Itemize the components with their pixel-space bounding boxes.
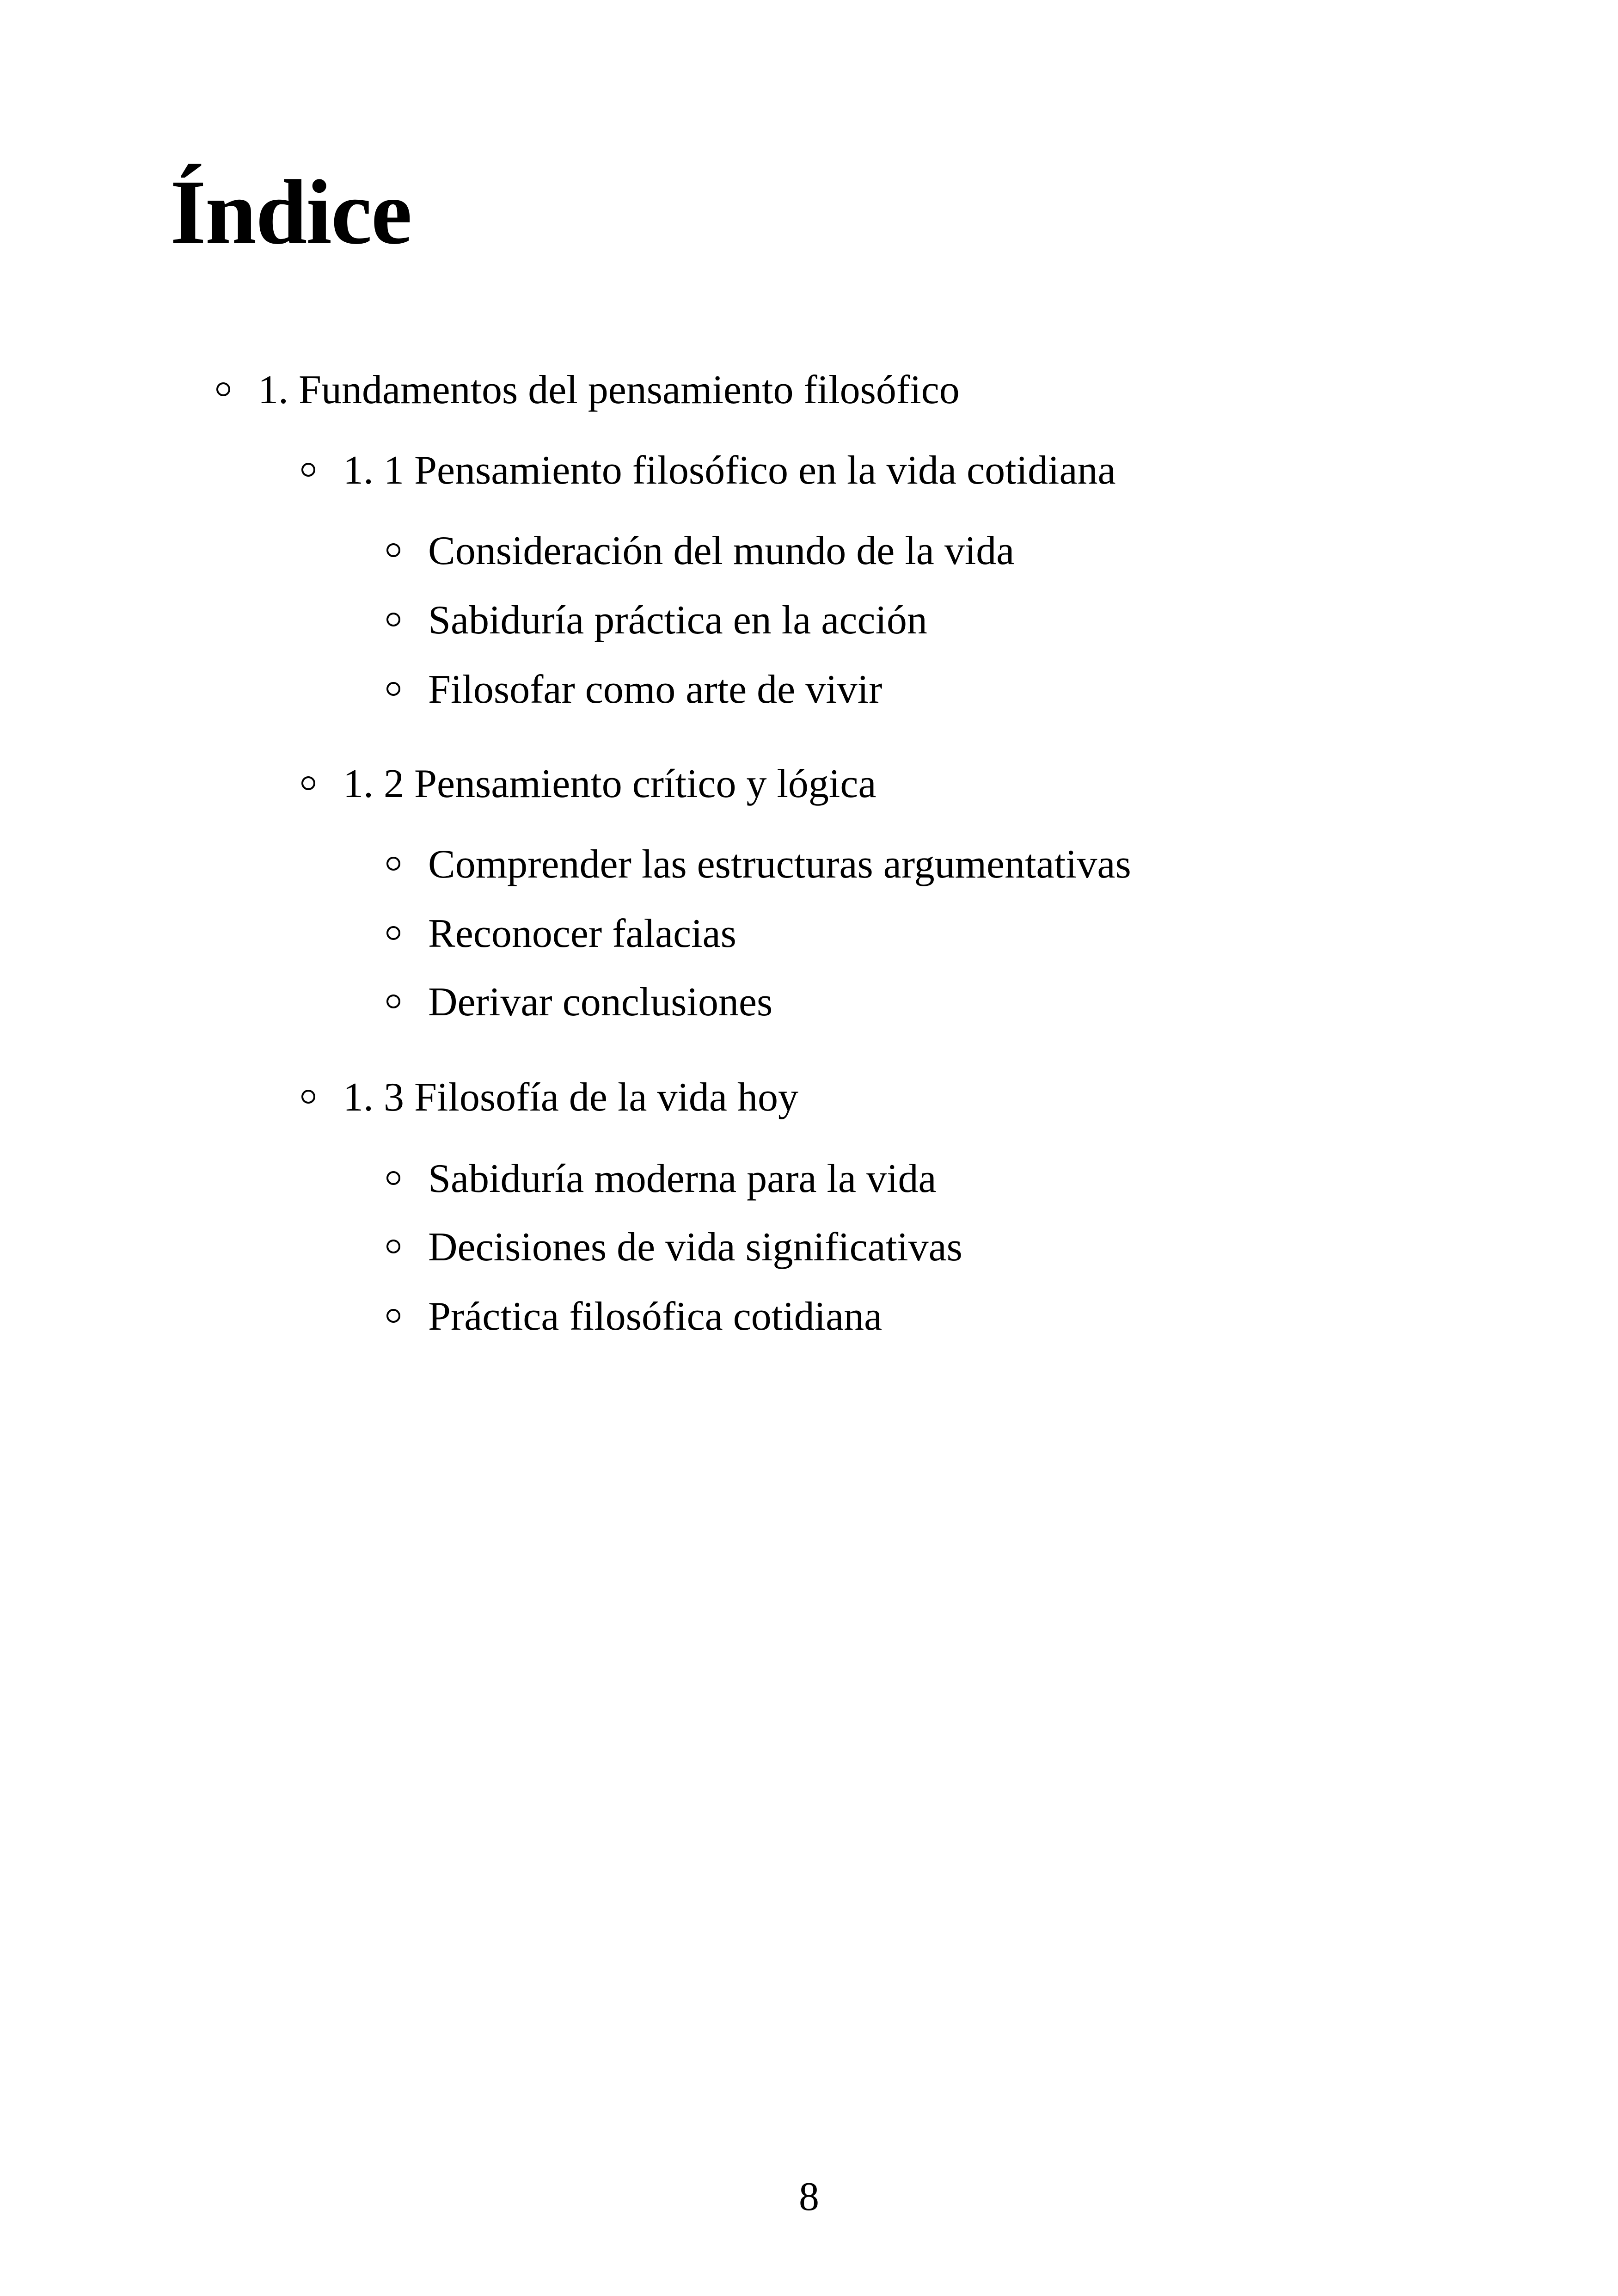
toc-entry-label: Sabiduría moderna para la vida [428, 1156, 937, 1201]
toc-entry-label: 1. 2 Pensamiento crítico y lógica [343, 761, 876, 806]
toc-entry-label: Decisiones de vida significativas [428, 1225, 962, 1270]
toc-entry-item[interactable] [386, 1296, 882, 1337]
toc-entry-item[interactable] [386, 600, 927, 641]
circle-bullet-icon [386, 1171, 400, 1185]
circle-bullet-icon [301, 1090, 315, 1104]
toc-entry-label: 1. 1 Pensamiento filosófico en la vida cotidiana [343, 448, 1116, 493]
circle-bullet-icon [386, 543, 400, 557]
toc-entry-label: Derivar conclusiones [428, 980, 773, 1025]
toc-entry-chapter-1[interactable] [216, 370, 960, 411]
toc-entry-item[interactable] [386, 528, 1015, 573]
toc-entry-section-1-3[interactable] [301, 1077, 798, 1118]
circle-bullet-icon [386, 682, 400, 696]
toc-entry-label: Comprender las estructuras argumentativas [428, 842, 1131, 887]
circle-bullet-icon [386, 1240, 400, 1253]
toc-entry-label: Sabiduría práctica en la acción [428, 598, 927, 643]
circle-bullet-icon [386, 1309, 400, 1323]
toc-entry-item[interactable] [386, 1227, 962, 1268]
circle-bullet-icon [216, 382, 230, 396]
page-number: 8 [799, 2174, 819, 2219]
circle-bullet-icon [386, 926, 400, 940]
toc-entry-label: Práctica filosófica cotidiana [428, 1294, 883, 1339]
circle-bullet-icon [386, 995, 400, 1008]
toc-entry-section-1-1[interactable] [301, 450, 1116, 491]
toc-entry-section-1-2[interactable] [301, 761, 876, 806]
toc-entry-label: Filosofar como arte de vivir [428, 667, 883, 712]
toc-entry-item[interactable] [386, 911, 736, 956]
toc-entry-label: 1. 3 Filosofía de la vida hoy [343, 1075, 798, 1120]
toc-entry-item[interactable] [386, 844, 1131, 885]
circle-bullet-icon [301, 463, 315, 477]
toc-entry-item[interactable] [386, 1156, 937, 1201]
toc-entry-label: Consideración del mundo de la vida [428, 528, 1015, 573]
circle-bullet-icon [386, 613, 400, 626]
circle-bullet-icon [386, 857, 400, 871]
toc-entry-label: 1. Fundamentos del pensamiento filosófico [258, 368, 960, 412]
toc-entry-item[interactable] [386, 669, 882, 710]
page-title: Índice [170, 161, 411, 264]
toc-entry-item[interactable] [386, 982, 772, 1023]
toc-entry-label: Reconocer falacias [428, 911, 736, 956]
circle-bullet-icon [301, 776, 315, 790]
